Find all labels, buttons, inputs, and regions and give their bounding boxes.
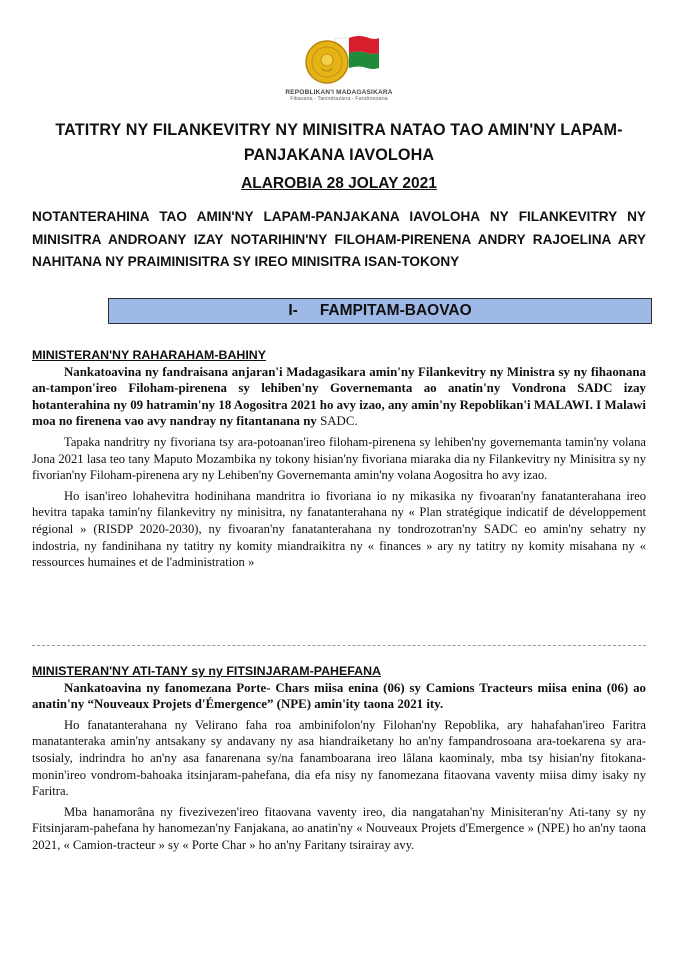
madagascar-seal-and-flag-icon: [297, 28, 381, 86]
seal-icon: [306, 41, 348, 83]
ministry-section-1: [32, 347, 646, 571]
section-header: [108, 298, 652, 324]
body-paragraph: Mba hanamorâna ny fivezivezen'ireo fitaovana vaventy ireo, dia nangatahan'ny Minisiteran'ny Ati-tany sy ny Fitsinjaram-pahefana hy hanomezan'ny Fanjakana, ao anatin'ny « Nouveaux Projets d'Emergence » (NPE) ho an'ny taona 2021, « Camion-tracteur » sy « Porte Char » ho an'ny Faritany tsirairay avy.: [32, 804, 646, 852]
ministry-lead-paragraph: [32, 364, 646, 430]
emblem-caption: REPOBLIKAN'I MADAGASIKARA: [285, 89, 393, 96]
section-divider: [32, 645, 646, 646]
section-label: FAMPITAM-BAOVAO: [319, 302, 472, 319]
lead-bold-text: Nankatoavina ny fandraisana anjaran'i Madagasikara amin'ny Filankevitry ny Ministra sy ny fihaonana an-tampon'ireo Filoham-pirenena sy lehiben'ny Governemanta ao anatin'ny Vondrona SADC izay hotanterahina ny 09 hatramin'ny 18 Aogositra 2021 ho avy izao, any amin'ny Repoblikan'i MALAWI. I Malawi moa no firenena vao avy nandray ny fitantanana ny: [32, 364, 646, 429]
ministry-heading: MINISTERAN'NY RAHARAHAM-BAHINY: [32, 348, 267, 362]
header: [0, 28, 678, 105]
emblem-motto: Fitiavana - Tanindrazana - Fandrosoana: [290, 96, 388, 102]
section-number: I-: [288, 302, 298, 319]
document-title: TATITRY NY FILANKEVITRY NY MINISITRA NATAO TAO AMIN'NY LAPAM-PANJAKANA IAVOLOHA: [55, 121, 623, 164]
body-paragraph: Tapaka nandritry ny fivoriana tsy ara-potoanan'ireo filoham-pirenena sy lehiben'ny governemanta tamin'ny volana Jona 2021 lasa teo tany Maputo Mozambika ny tokony hisian'ny fivoriana miaraka dia ny Filankevitry ny Minisitra sy ny fivorian'ny Filoham-pirenena ary ny Lehiben'ny Governemanta amin'ny volana Aogositra ho avy izao.: [32, 434, 646, 483]
emblem: [285, 28, 392, 102]
body-paragraph: Ho fanatanterahana ny Velirano faha roa ambinifolon'ny Filohan'ny Repoblika, ary hahafahan'ireo Faritra manatanteraka amin'ny antsakany sy andavany ny asa hiandraiketany ho an'ny fampandrosoana ara-toekarena sy ara-tsosialy, indrindra ho an'ny asa fanarenana sy/na fanamboarana ireo lâlana kaominaly, mba tsy hisian'ny fitokana-monin'ireo vondrom-bahoaka itsinjaram-pahefana, dia efa nisy ny fanomezana fitaovana vaventy miisa dimy isaky ny Faritra.: [32, 717, 646, 799]
lead-normal-text: SADC.: [320, 414, 358, 429]
document-date: ALAROBIA 28 JOLAY 2021: [241, 175, 437, 192]
ministry-heading: MINISTERAN'NY ATI-TANY sy ny FITSINJARAM-PAHEFANA: [32, 664, 381, 678]
ministry-lead-paragraph: Nankatoavina ny fanomezana Porte- Chars miisa enina (06) sy Camions Tracteurs miisa enina (06) ao anatin'ny “Nouveaux Projets d'Émergence” (NPE) amin'ity taona 2021 ity.: [32, 680, 646, 712]
document-subtitle: NOTANTERAHINA TAO AMIN'NY LAPAM-PANJAKANA IAVOLOHA NY FILANKEVITRY NY MINISITRA ANDROANY IZAY NOTARIHIN'NY FILOHAM-PIRENENA ANDRY RAJOELINA ARY NAHITANA NY PRAIMINISITRA SY IREO MINISITRA ISAN-TOKONY: [32, 209, 646, 269]
ministry-section-2: [32, 663, 646, 854]
body-paragraph: Ho isan'ireo lohahevitra hodinihana mandritra io fivoriana io ny mikasika ny fivoaran'ny fanatanterahana ireo hevitra tapaka tamin'ny filankevitry ny minisitra, ny fanatanterahana ny « Plan stratégique indicatif de développement régional » (RISDP 2020-2030), ny fivoaran'ny fanatanterahana ny tondrozotran'ny SADC eo amin'ny sehatry ny indostria, ny fandinihana ny tatitry ny komity miandraikitra ny « finances » ary ny tatitry ny komity misahana ny « ressources humaines et de l'administration »: [32, 488, 646, 570]
